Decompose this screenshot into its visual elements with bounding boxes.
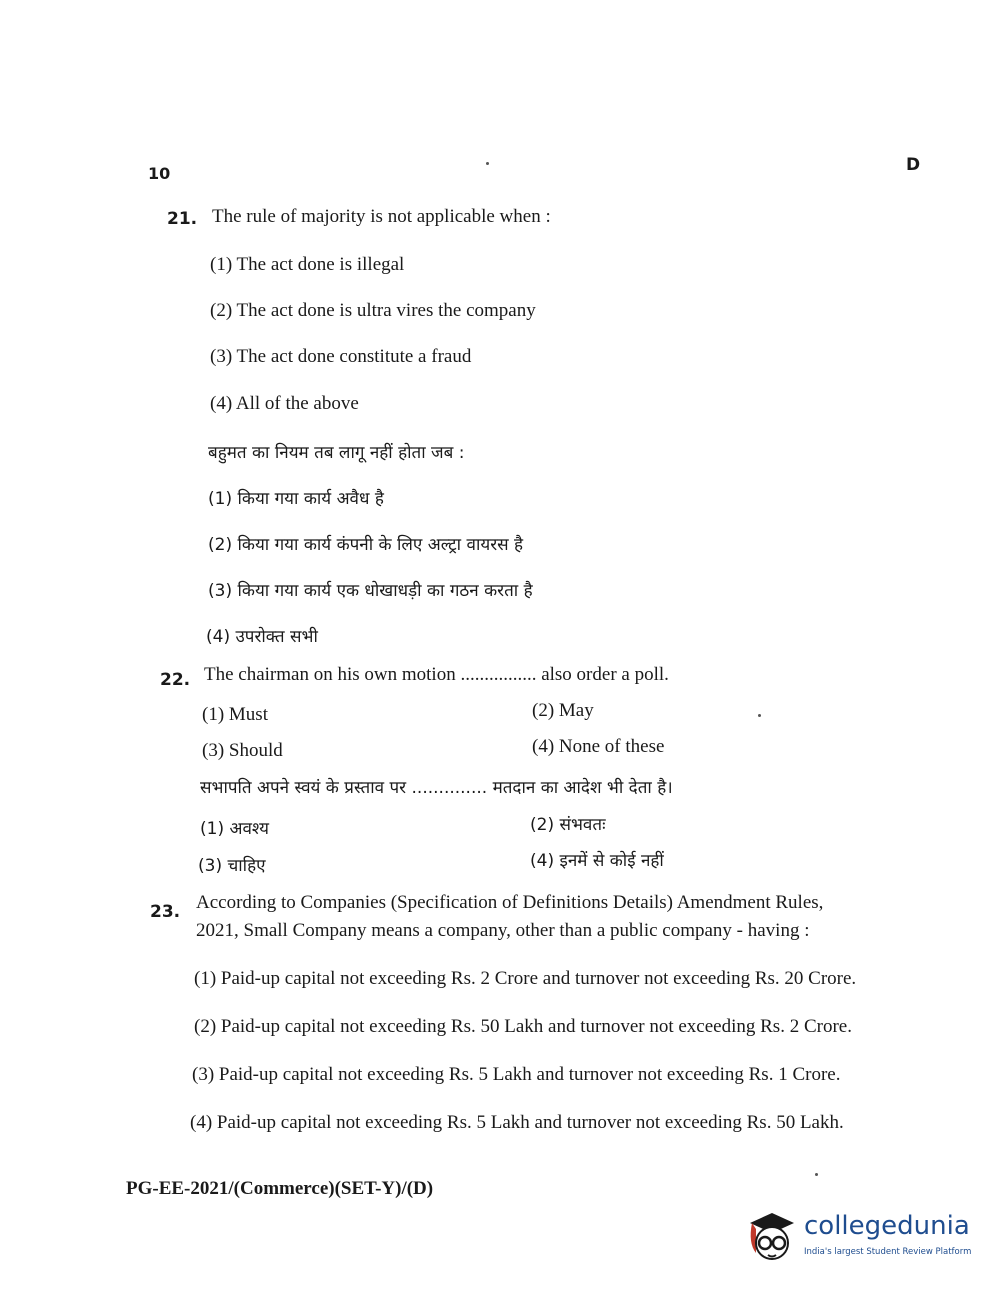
- collegedunia-watermark: [742, 1207, 972, 1277]
- question-21-hindi: बहुमत का नियम तब लागू नहीं होता जब :: [208, 443, 465, 463]
- question-22-text: The chairman on his own motion ................ also order a poll.: [204, 664, 669, 685]
- q21-option-3-hi: (3) किया गया कार्य एक धोखाधड़ी का गठन करता है: [208, 581, 533, 601]
- question-21-number: 21.: [167, 209, 198, 229]
- question-21-text: The rule of majority is not applicable when :: [212, 206, 551, 227]
- q21-option-4-en: (4) All of the above: [210, 393, 359, 414]
- question-22-number: 22.: [160, 670, 191, 690]
- q22-option-2-en: (2) May: [532, 700, 594, 721]
- mascot-icon: [742, 1207, 802, 1267]
- question-22-hindi: सभापति अपने स्वयं के प्रस्ताव पर .............. मतदान का आदेश भी देता है।: [200, 778, 673, 798]
- question-23-number: 23.: [150, 902, 181, 922]
- q21-option-3-en: (3) The act done constitute a fraud: [210, 346, 472, 367]
- scan-speck: [815, 1173, 818, 1176]
- question-23-line-1: According to Companies (Specification of Definitions Details) Amendment Rules,: [196, 892, 824, 913]
- paper-code: PG-EE-2021/(Commerce)(SET-Y)/(D): [126, 1178, 434, 1199]
- q21-option-2-en: (2) The act done is ultra vires the company: [210, 300, 536, 321]
- q22-option-2-hi: (2) संभवतः: [530, 815, 606, 835]
- q23-option-1: (1) Paid-up capital not exceeding Rs. 2 Crore and turnover not exceeding Rs. 20 Crore.: [194, 968, 857, 989]
- q21-option-1-hi: (1) किया गया कार्य अवैध है: [208, 489, 384, 509]
- set-code: D: [906, 155, 921, 175]
- q23-option-2: (2) Paid-up capital not exceeding Rs. 50 Lakh and turnover not exceeding Rs. 2 Crore.: [194, 1016, 852, 1037]
- q21-option-2-hi: (2) किया गया कार्य कंपनी के लिए अल्ट्रा वायरस है: [208, 535, 524, 555]
- q22-option-4-en: (4) None of these: [532, 736, 665, 757]
- brand-name: collegedunia: [804, 1211, 970, 1241]
- page-number: 10: [148, 164, 171, 183]
- q22-option-3-hi: (3) चाहिए: [198, 856, 266, 876]
- q21-option-4-hi: (4) उपरोक्त सभी: [206, 627, 318, 647]
- q22-option-3-en: (3) Should: [202, 740, 283, 761]
- q23-option-3: (3) Paid-up capital not exceeding Rs. 5 Lakh and turnover not exceeding Rs. 1 Crore.: [192, 1064, 841, 1085]
- question-23-line-2: 2021, Small Company means a company, other than a public company - having :: [196, 920, 810, 941]
- q22-option-4-hi: (4) इनमें से कोई नहीं: [530, 851, 664, 871]
- scan-speck: [758, 714, 761, 717]
- brand-tagline: India's largest Student Review Platform: [804, 1247, 972, 1257]
- q23-option-4: (4) Paid-up capital not exceeding Rs. 5 Lakh and turnover not exceeding Rs. 50 Lakh.: [190, 1112, 844, 1133]
- q22-option-1-en: (1) Must: [202, 704, 268, 725]
- scan-speck: [486, 162, 489, 165]
- q21-option-1-en: (1) The act done is illegal: [210, 254, 405, 275]
- q22-option-1-hi: (1) अवश्य: [200, 819, 270, 839]
